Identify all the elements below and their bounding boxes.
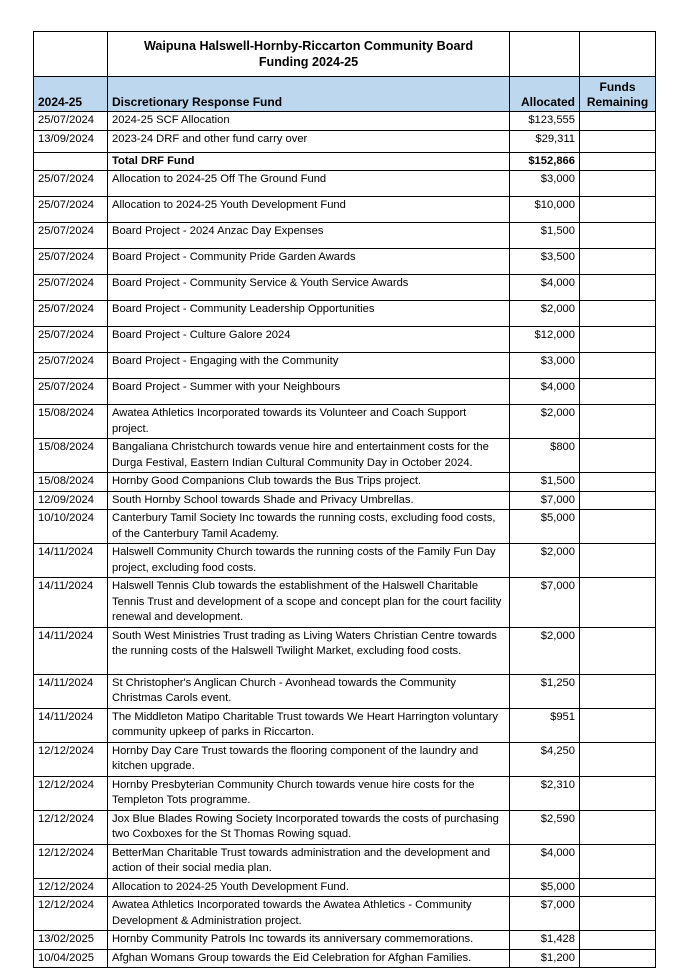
row-date: 12/12/2024 — [34, 742, 108, 776]
row-date: 15/08/2024 — [34, 473, 108, 492]
table-row — [34, 878, 656, 897]
row-amount: $4,000 — [510, 275, 580, 301]
row-date: 14/11/2024 — [34, 674, 108, 708]
table-row — [34, 405, 656, 439]
header-allocated: Allocated — [510, 77, 580, 112]
row-amount: $2,590 — [510, 810, 580, 844]
row-date: 25/07/2024 — [34, 112, 108, 131]
row-description: Board Project - Summer with your Neighbours — [108, 379, 510, 405]
row-date: 25/07/2024 — [34, 275, 108, 301]
row-amount: $3,500 — [510, 249, 580, 275]
row-amount: $800 — [510, 439, 580, 473]
row-date: 12/12/2024 — [34, 897, 108, 931]
row-date: 25/07/2024 — [34, 327, 108, 353]
row-amount: $1,200 — [510, 949, 580, 968]
row-remaining — [580, 776, 656, 810]
row-description: Board Project - Culture Galore 2024 — [108, 327, 510, 353]
row-remaining — [580, 674, 656, 708]
row-amount: $1,250 — [510, 674, 580, 708]
row-description: Awatea Athletics Incorporated towards its Volunteer and Coach Support project. — [108, 405, 510, 439]
row-remaining — [580, 742, 656, 776]
table-row — [34, 223, 656, 249]
row-description: 2024-25 SCF Allocation — [108, 112, 510, 131]
table-row — [34, 275, 656, 301]
row-remaining — [580, 931, 656, 950]
table-row — [34, 931, 656, 950]
row-remaining — [580, 197, 656, 223]
row-date: 12/09/2024 — [34, 491, 108, 510]
row-description: South West Ministries Trust trading as Living Waters Christian Centre towards the running costs of the Halswell Twilight Market, excluding food costs. — [108, 627, 510, 674]
row-description: Board Project - Community Service & Youth Service Awards — [108, 275, 510, 301]
row-remaining — [580, 223, 656, 249]
row-remaining — [580, 301, 656, 327]
row-date: 10/04/2025 — [34, 949, 108, 968]
row-amount: $951 — [510, 708, 580, 742]
row-date: 14/11/2024 — [34, 708, 108, 742]
table-row — [34, 301, 656, 327]
table-row — [34, 810, 656, 844]
row-remaining — [580, 491, 656, 510]
table-row — [34, 578, 656, 628]
row-date: 14/11/2024 — [34, 578, 108, 628]
table-row — [34, 171, 656, 197]
table-row — [34, 249, 656, 275]
table-row — [34, 491, 656, 510]
row-remaining — [580, 897, 656, 931]
row-description: Board Project - Community Leadership Opportunities — [108, 301, 510, 327]
row-amount: $3,000 — [510, 353, 580, 379]
row-description: Canterbury Tamil Society Inc towards the running costs, excluding food costs, of the Canterbury Tamil Academy. — [108, 510, 510, 544]
row-amount: $10,000 — [510, 197, 580, 223]
row-description: Board Project - Community Pride Garden Awards — [108, 249, 510, 275]
row-remaining — [580, 949, 656, 968]
row-amount: $5,000 — [510, 878, 580, 897]
row-remaining — [580, 327, 656, 353]
row-remaining — [580, 275, 656, 301]
row-date: 14/11/2024 — [34, 544, 108, 578]
row-amount: $2,310 — [510, 776, 580, 810]
table-row — [34, 439, 656, 473]
row-date: 25/07/2024 — [34, 197, 108, 223]
row-date: 12/12/2024 — [34, 810, 108, 844]
row-description: Halswell Community Church towards the running costs of the Family Fun Day project, excluding food costs. — [108, 544, 510, 578]
row-remaining — [580, 112, 656, 131]
row-date: 10/10/2024 — [34, 510, 108, 544]
row-description: Hornby Day Care Trust towards the flooring component of the laundry and kitchen upgrade. — [108, 742, 510, 776]
row-date: 25/07/2024 — [34, 353, 108, 379]
row-remaining — [580, 878, 656, 897]
row-amount: $5,000 — [510, 510, 580, 544]
row-remaining — [580, 130, 656, 152]
table-row — [34, 112, 656, 131]
table-row — [34, 152, 656, 171]
row-remaining — [580, 627, 656, 674]
row-remaining — [580, 844, 656, 878]
row-remaining — [580, 510, 656, 544]
header-remaining: Funds Remaining — [580, 77, 656, 112]
table-row — [34, 510, 656, 544]
table-row — [34, 897, 656, 931]
row-date: 12/12/2024 — [34, 878, 108, 897]
row-remaining — [580, 379, 656, 405]
row-description: Total DRF Fund — [108, 152, 510, 171]
row-description: Jox Blue Blades Rowing Society Incorporated towards the costs of purchasing two Coxboxes for the St Thomas Rowing squad. — [108, 810, 510, 844]
row-amount: $2,000 — [510, 627, 580, 674]
row-description: Bangaliana Christchurch towards venue hire and entertainment costs for the Durga Festival, Eastern Indian Cultural Community Day in October 2024. — [108, 439, 510, 473]
row-amount: $3,000 — [510, 171, 580, 197]
row-remaining — [580, 405, 656, 439]
row-date: 15/08/2024 — [34, 405, 108, 439]
table-row — [34, 197, 656, 223]
row-remaining — [580, 544, 656, 578]
row-remaining — [580, 810, 656, 844]
row-description: Board Project - 2024 Anzac Day Expenses — [108, 223, 510, 249]
row-description: Allocation to 2024-25 Youth Development Fund — [108, 197, 510, 223]
row-date: 12/12/2024 — [34, 844, 108, 878]
row-amount: $7,000 — [510, 491, 580, 510]
row-description: Allocation to 2024-25 Off The Ground Fund — [108, 171, 510, 197]
row-description: BetterMan Charitable Trust towards administration and the development and action of their social media plan. — [108, 844, 510, 878]
row-date: 25/07/2024 — [34, 171, 108, 197]
header-fund: Discretionary Response Fund — [108, 77, 510, 112]
table-row — [34, 353, 656, 379]
row-date: 15/08/2024 — [34, 439, 108, 473]
table-row — [34, 949, 656, 968]
table-row — [34, 776, 656, 810]
row-amount: $7,000 — [510, 897, 580, 931]
row-description: The Middleton Matipo Charitable Trust towards We Heart Harrington voluntary community upkeep of parks in Riccarton. — [108, 708, 510, 742]
title-blank-cell — [510, 32, 580, 77]
table-row — [34, 844, 656, 878]
row-amount: $12,000 — [510, 327, 580, 353]
row-description: Hornby Good Companions Club towards the Bus Trips project. — [108, 473, 510, 492]
row-remaining — [580, 171, 656, 197]
table-row — [34, 708, 656, 742]
row-description: St Christopher's Anglican Church - Avonhead towards the Community Christmas Carols event. — [108, 674, 510, 708]
row-date: 25/07/2024 — [34, 223, 108, 249]
row-amount: $29,311 — [510, 130, 580, 152]
title-row — [34, 32, 656, 77]
row-description: Halswell Tennis Club towards the establishment of the Halswell Charitable Tennis Trust and development of a scope and concept plan for the court facility renewal and development. — [108, 578, 510, 628]
row-date: 25/07/2024 — [34, 301, 108, 327]
row-description: Afghan Womans Group towards the Eid Celebration for Afghan Families. — [108, 949, 510, 968]
row-amount: $1,500 — [510, 223, 580, 249]
row-remaining — [580, 152, 656, 171]
row-description: Board Project - Engaging with the Community — [108, 353, 510, 379]
row-amount: $1,428 — [510, 931, 580, 950]
row-remaining — [580, 439, 656, 473]
table-title: Waipuna Halswell-Hornby-Riccarton Community Board Funding 2024-25 — [108, 32, 510, 77]
table-row — [34, 627, 656, 674]
row-date: 12/12/2024 — [34, 776, 108, 810]
row-remaining — [580, 708, 656, 742]
row-amount: $2,000 — [510, 544, 580, 578]
table-row — [34, 742, 656, 776]
row-description: Hornby Presbyterian Community Church towards venue hire costs for the Templeton Tots programme. — [108, 776, 510, 810]
row-date: 13/09/2024 — [34, 130, 108, 152]
title-blank-cell — [580, 32, 656, 77]
row-date: 14/11/2024 — [34, 627, 108, 674]
row-date — [34, 152, 108, 171]
row-remaining — [580, 578, 656, 628]
row-date: 25/07/2024 — [34, 379, 108, 405]
row-remaining — [580, 353, 656, 379]
row-amount: $2,000 — [510, 301, 580, 327]
header-row — [34, 77, 656, 112]
title-blank-cell — [34, 32, 108, 77]
funding-table — [33, 31, 656, 968]
table-row — [34, 379, 656, 405]
row-date: 13/02/2025 — [34, 931, 108, 950]
row-amount: $1,500 — [510, 473, 580, 492]
row-description: 2023-24 DRF and other fund carry over — [108, 130, 510, 152]
row-remaining — [580, 473, 656, 492]
table-row — [34, 327, 656, 353]
row-description: Awatea Athletics Incorporated towards the Awatea Athletics - Community Development & Administration project. — [108, 897, 510, 931]
table-row — [34, 473, 656, 492]
row-description: South Hornby School towards Shade and Privacy Umbrellas. — [108, 491, 510, 510]
row-amount: $4,250 — [510, 742, 580, 776]
row-amount: $7,000 — [510, 578, 580, 628]
row-amount: $152,866 — [510, 152, 580, 171]
row-remaining — [580, 249, 656, 275]
table-row — [34, 544, 656, 578]
row-amount: $2,000 — [510, 405, 580, 439]
table-row — [34, 130, 656, 152]
row-description: Allocation to 2024-25 Youth Development Fund. — [108, 878, 510, 897]
table-row — [34, 674, 656, 708]
row-amount: $4,000 — [510, 379, 580, 405]
row-date: 25/07/2024 — [34, 249, 108, 275]
row-amount: $4,000 — [510, 844, 580, 878]
header-year: 2024-25 — [34, 77, 108, 112]
row-description: Hornby Community Patrols Inc towards its anniversary commemorations. — [108, 931, 510, 950]
row-amount: $123,555 — [510, 112, 580, 131]
